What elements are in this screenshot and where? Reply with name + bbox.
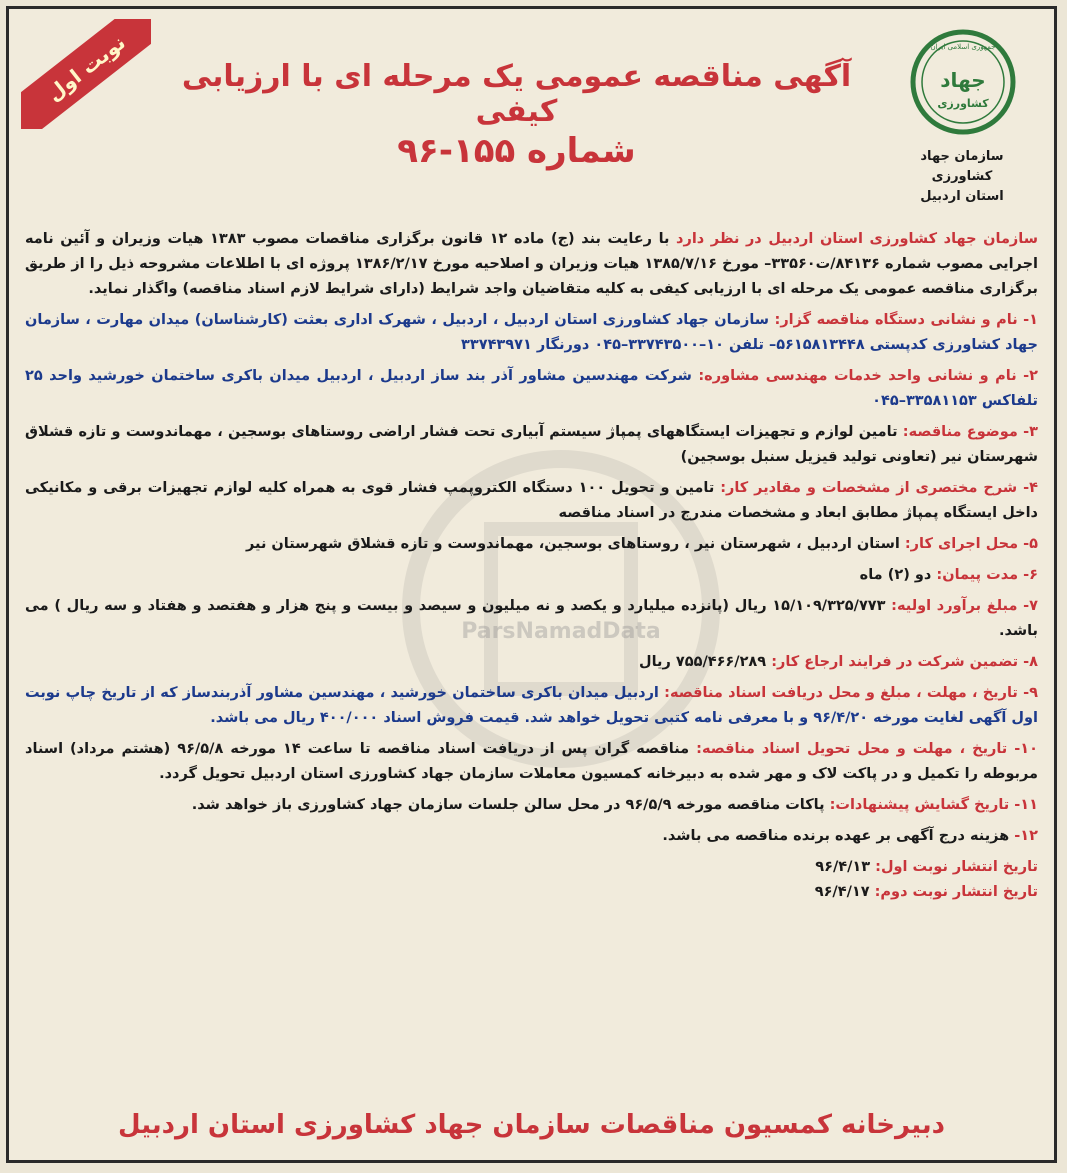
item-value: تامین لوازم و تجهیزات ایستگاههای پمپاژ سیستم آبیاری تحت فشار اراضی روستاهای بوسجین ، مهماندوست و تازه قشلاق شهرستان نیر (تعاونی تولید قیزیل سنبل بوسجین)	[25, 424, 1038, 465]
item-value: اردبیل میدان باکری ساختمان خورشید ، مهندسین مشاور آذربندساز که از تاریخ چاپ نوبت اول آگهی لغایت مورخه ۹۶/۴/۲۰ و با معرفی نامه کتبی تحویل خواهد شد. قیمت فروش اسناد ۴۰۰/۰۰۰ ریال می باشد.	[25, 685, 1038, 726]
item-4	[25, 476, 1038, 526]
item-12	[25, 824, 1038, 849]
item-6	[25, 563, 1038, 588]
item-3	[25, 420, 1038, 470]
tender-number: شماره ۱۵۵-۹۶	[397, 131, 636, 171]
watermark-text: ParsNamadData	[461, 619, 661, 644]
item-value: پاکات مناقصه مورخه ۹۶/۵/۹ در محل سالن جلسات سازمان جهاد کشاورزی باز خواهد شد.	[191, 797, 825, 813]
intro-lead: سازمان جهاد کشاورزی استان اردبیل در نظر دارد	[676, 231, 1038, 247]
item-value: مناقصه گران پس از دریافت اسناد مناقصه تا ساعت ۱۴ مورخه ۹۶/۵/۸ (هشتم مرداد) اسناد مربوطه را تکمیل و در پاکت لاک و مهر شده به دبیرخانه کمسیون معاملات سازمان جهاد کشاورزی استان اردبیل تحویل گردد.	[25, 741, 1038, 782]
item-1	[25, 308, 1038, 358]
item-value: استان اردبیل ، شهرستان نیر ، روستاهای بوسجین، مهماندوست و تازه قشلاق شهرستان نیر	[246, 536, 900, 552]
organization-name: سازمان جهاد کشاورزی	[920, 149, 1004, 184]
item-8	[25, 650, 1038, 675]
item-10	[25, 737, 1038, 787]
first-round-badge	[21, 19, 151, 129]
advertisement-body	[21, 19, 1042, 1150]
item-label: ۱۰- تاریخ ، مهلت و محل تحویل اسناد مناقصه:	[689, 741, 1038, 757]
item-value: دو (۲) ماه	[859, 567, 932, 583]
item-label: ۲- نام و نشانی واحد خدمات مهندسی مشاوره:	[691, 368, 1038, 384]
publish-second-date: ۹۶/۴/۱۷	[814, 884, 870, 900]
item-label: ۱۱- تاریخ گشایش پیشنهادات:	[824, 797, 1038, 813]
logo-top-text: جمهوری اسلامی ایران	[930, 43, 996, 51]
item-value: شرکت مهندسین مشاور آذر بند ساز اردبیل ، اردبیل میدان باکری ساختمان خورشید واحد ۲۵ تلفاکس ۳۳۵۸۱۱۵۳–۰۴۵	[25, 368, 1038, 409]
intro-body: با رعایت بند (ج) ماده ۱۲ قانون برگزاری مناقصات مصوب ۱۳۸۳ هیات وزیران و آئین نامه اجرایی مصوب شماره ۸۴۱۳۶/ت۳۳۵۶۰– مورخ ۱۳۸۵/۷/۱۶ هیات وزیران و اصلاحیه مورخ ۱۳۸۶/۲/۱۷ پروژه ای با اطلاعات مشروحه ذیل را از طریق برگزاری مناقصه عمومی یک مرحله ای با ارزیابی کیفی به کلیه متقاضیان واجد شرایط (دارای شرایط لازم اسناد مناقصه) واگذار نماید.	[25, 231, 1038, 297]
item-11	[25, 793, 1038, 818]
item-2	[25, 364, 1038, 414]
publish-first-date: ۹۶/۴/۱۳	[815, 859, 871, 875]
jihad-agriculture-logo	[908, 27, 1018, 137]
organization-caption	[892, 147, 1032, 207]
logo-main-text: جهاد	[940, 68, 986, 92]
item-5	[25, 532, 1038, 557]
publish-dates	[25, 855, 1038, 905]
logo-sub-text: کشاورزی	[937, 97, 989, 110]
item-value: سازمان جهاد کشاورزی استان اردبیل ، اردبیل ، شهرک اداری بعثت (کارشناسان) میدان مهارت ، سازمان جهاد کشاورزی کدپستی ۵۶۱۵۸۱۳۴۴۸– تلفن ۱۰–۳۳۷۴۳۵۰۰–۰۴۵ دورنگار ۳۳۷۴۳۹۷۱	[25, 312, 1038, 353]
item-value: هزینه درج آگهی بر عهده برنده مناقصه می باشد.	[662, 828, 1010, 844]
item-label: ۹- تاریخ ، مهلت ، مبلغ و محل دریافت اسناد مناقصه:	[658, 685, 1038, 701]
item-label: ۶- مدت پیمان:	[931, 567, 1038, 583]
badge-label: نوبت اول	[21, 19, 151, 129]
page-title: آگهی مناقصه عمومی یک مرحله ای با ارزیابی کیفی	[181, 59, 852, 129]
publish-first	[25, 855, 1038, 880]
item-value: ۱۵/۱۰۹/۳۲۵/۷۷۳ ریال (پانزده میلیارد و یکصد و نه میلیون و سیصد و بیست و پنج هزار و هفتصد و هفتاد و سه ریال ) می باشد.	[25, 598, 1038, 639]
item-9	[25, 681, 1038, 731]
item-7	[25, 594, 1038, 644]
item-label: ۸- تضمین شرکت در فرایند ارجاع کار:	[766, 654, 1038, 670]
footer-signature: دبیرخانه کمسیون مناقصات سازمان جهاد کشاورزی استان اردبیل	[118, 1110, 945, 1140]
item-label: ۴- شرح مختصری از مشخصات و مقادیر کار:	[714, 480, 1038, 496]
item-label: ۱۲-	[1009, 828, 1038, 844]
item-value: تامین و تحویل ۱۰۰ دستگاه الکتروپمپ فشار قوی به همراه کلیه لوازم تجهیزات برقی و مکانیکی داخل ایستگاه پمپاژ مطابق ابعاد و مشخصات مندرج در اسناد مناقصه	[25, 480, 1038, 521]
advertisement-text	[25, 227, 1038, 905]
intro-paragraph	[25, 227, 1038, 302]
organization-province: استان اردبیل	[920, 189, 1004, 204]
item-label: ۳- موضوع مناقصه:	[897, 424, 1039, 440]
advertisement-frame	[6, 6, 1057, 1163]
item-value: ۷۵۵/۴۶۶/۲۸۹ ریال	[639, 654, 767, 670]
publish-second-label: تاریخ انتشار نوبت دوم:	[869, 884, 1038, 900]
item-label: ۷- مبلغ برآورد اولیه:	[885, 598, 1039, 614]
item-label: ۱- نام و نشانی دستگاه مناقصه گزار:	[769, 312, 1038, 328]
publish-first-label: تاریخ انتشار نوبت اول:	[870, 859, 1038, 875]
item-label: ۵- محل اجرای کار:	[899, 536, 1038, 552]
publish-second	[25, 880, 1038, 905]
